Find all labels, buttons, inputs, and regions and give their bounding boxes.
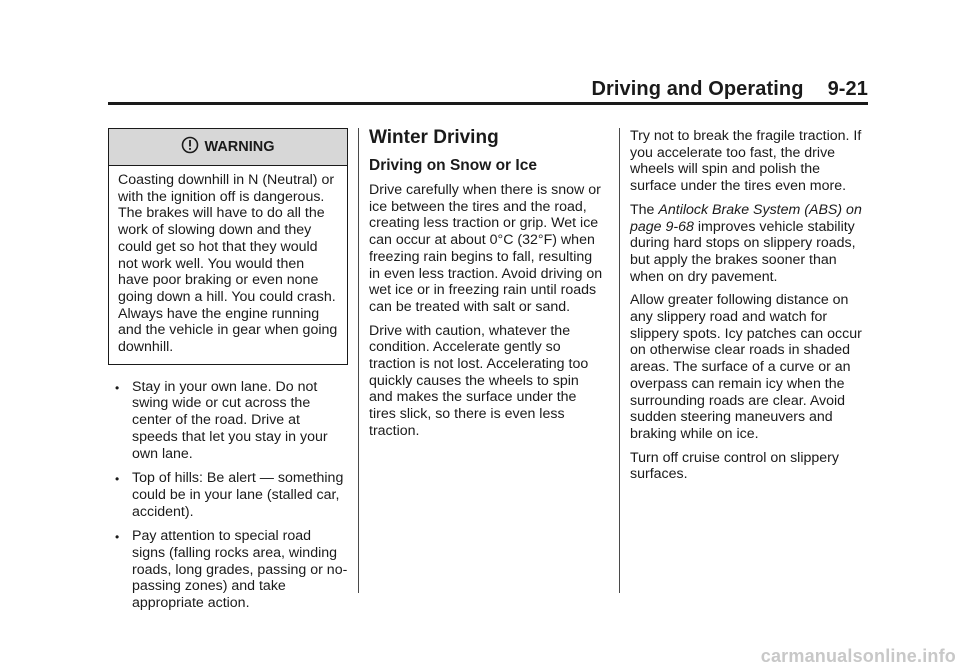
list-item: • Stay in your own lane. Do not swing wide or cut across the center of the road. Drive at speeds that let you stay in your own lane.: [115, 378, 328, 462]
warning-label: WARNING: [204, 138, 275, 155]
warning-header: [109, 129, 347, 166]
warning-icon: [181, 136, 204, 159]
paragraph: Allow greater following distance on any slippery road and watch for slippery spots. Icy patches can occur on otherwise clear roads in shaded areas. The surface of a curve or an overpass can remain icy when the surrounding roads are clear. Avoid sudden steering maneuvers and braking while on ice.: [630, 292, 862, 442]
list-item: • Top of hills: Be alert — something could be in your lane (stalled car, accident).: [115, 470, 344, 520]
list-item: • Pay attention to special road signs (falling rocks area, winding roads, long grades, passing or no-passing zones) and take appropriate action.: [115, 528, 348, 612]
paragraph: Drive with caution, whatever the condition. Accelerate gently so traction is not lost. Accelerating too quickly causes the wheels to spin and makes the surface under the tires slick, so there is even less traction.: [369, 322, 589, 439]
warning-body: [109, 166, 347, 364]
header-rule: [108, 102, 868, 105]
paragraph-abs: The Antilock Brake System (ABS) on page 9-68 improves vehicle stability during hard stops on slippery roads, but apply the brakes sooner than when on dry pavement.: [630, 201, 862, 285]
section-title: Winter Driving: [369, 127, 499, 148]
header-title: [560, 78, 868, 101]
column-divider-right: [619, 128, 620, 593]
header-page-number: 9-21: [827, 78, 868, 100]
column-right: [630, 128, 866, 490]
bullet-icon: •: [115, 472, 120, 487]
bullet-icon: •: [115, 380, 120, 395]
column-left: [108, 128, 348, 620]
column-middle: [369, 126, 605, 447]
bullet-icon: •: [115, 530, 120, 545]
warning-text: Coasting downhill in N (Neutral) or with the ignition off is dangerous. The brakes will have to do all the work of slowing down and they could get so hot that they would not work well. You would then have poor braking or even none going down a hill. You could crash. Always have the engine running and the vehicle in gear when going downhill.: [118, 172, 338, 356]
column-divider-left: [358, 128, 359, 593]
watermark: carmanualsonline.info: [760, 646, 956, 666]
paragraph: Try not to break the fragile traction. If you accelerate too fast, the drive wheels will spin and polish the surface under the tires even more.: [630, 128, 862, 195]
paragraph: Drive carefully when there is snow or ice between the tires and the road, creating less traction or grip. Wet ice can occur at about 0°C (32°F) when freezing rain begins to fall, resulting in even less traction. Avoid driving on wet ice or in freezing rain until roads can be treated with salt or sand.: [369, 182, 603, 315]
abs-reference-link[interactable]: Antilock Brake System (ABS) on page 9-68: [630, 201, 862, 235]
header-section: Driving and Operating: [591, 78, 804, 100]
bullet-list: [108, 379, 348, 612]
warning-box: [108, 128, 348, 365]
subsection-title: Driving on Snow or Ice: [369, 157, 537, 174]
paragraph: Turn off cruise control on slippery surfaces.: [630, 449, 839, 483]
